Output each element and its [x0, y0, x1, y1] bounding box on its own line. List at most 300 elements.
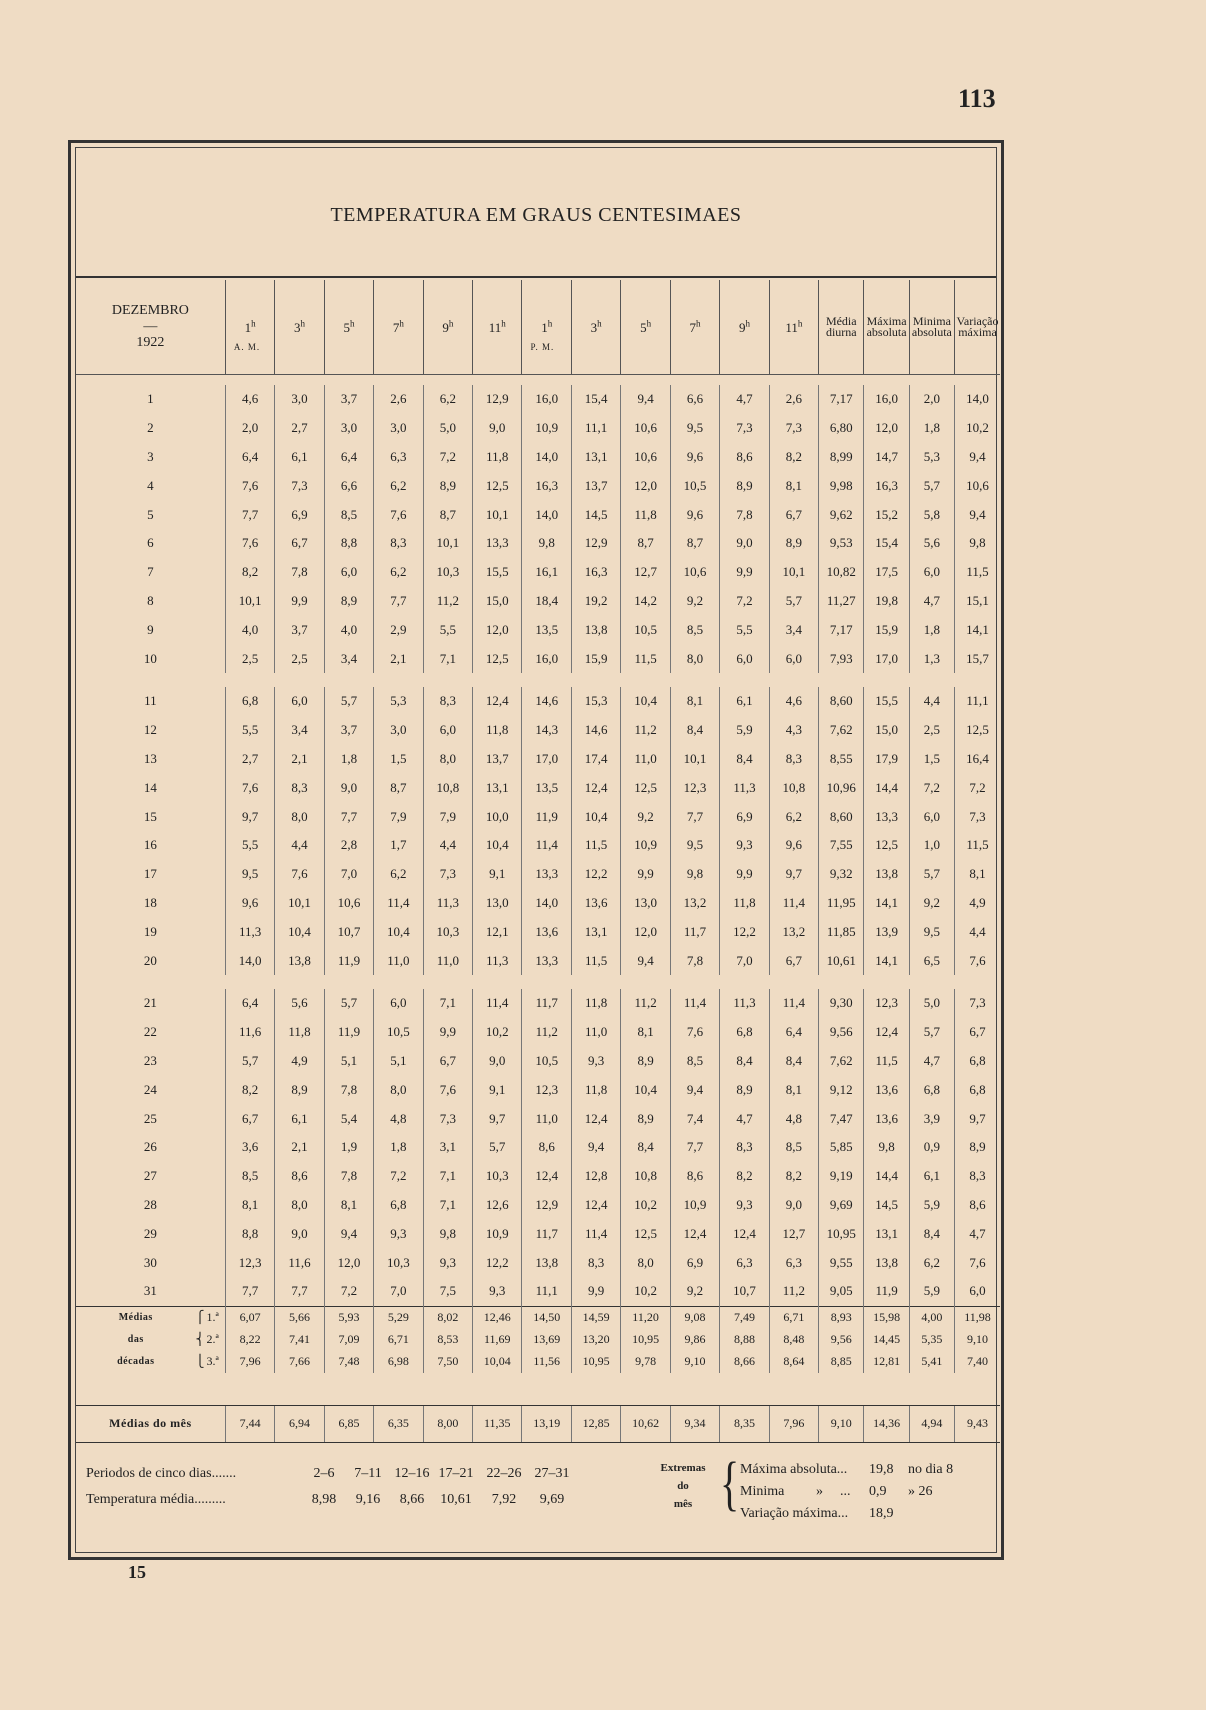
value-cell: 9,6: [670, 500, 719, 529]
day-cell: 25: [143, 1110, 157, 1126]
value-cell: 11,0: [621, 745, 670, 774]
decade-value-cell: 7,96: [225, 1351, 274, 1373]
value-cell: 8,2: [225, 558, 274, 587]
value-cell: 13,3: [522, 946, 571, 975]
value-cell: 5,7: [909, 471, 954, 500]
value-cell: 9,32: [819, 860, 864, 889]
table-row: [76, 1018, 1000, 1047]
hour-suffix: h: [300, 318, 306, 329]
value-cell: 10,9: [522, 414, 571, 443]
hour-number: 3: [294, 319, 301, 335]
value-cell: 6,4: [225, 989, 274, 1018]
value-cell: 9,2: [670, 587, 719, 616]
value-cell: 9,55: [819, 1248, 864, 1277]
value-cell: 14,0: [522, 889, 571, 918]
value-cell: 11,7: [670, 917, 719, 946]
table-row: [76, 529, 1000, 558]
header-hour-cell: [522, 280, 571, 375]
value-cell: 7,17: [819, 615, 864, 644]
hour-suffix: h: [797, 318, 803, 329]
value-cell: 11,2: [769, 1277, 818, 1306]
value-cell: 1,8: [324, 745, 373, 774]
hour-suffix: h: [399, 318, 404, 329]
value-cell: 11,5: [955, 558, 1000, 587]
value-cell: 9,98: [819, 471, 864, 500]
value-cell: 7,3: [720, 414, 769, 443]
value-cell: 5,7: [324, 989, 373, 1018]
value-cell: 9,6: [670, 443, 719, 472]
value-cell: 10,3: [374, 1248, 423, 1277]
value-cell: 13,2: [670, 889, 719, 918]
header-summary-cell: [909, 280, 954, 375]
decade-value-cell: 8,22: [225, 1329, 274, 1351]
value-cell: 9,05: [819, 1277, 864, 1306]
decade-value-cell: 7,41: [275, 1329, 324, 1351]
value-cell: 10,4: [621, 687, 670, 716]
decade-value-cell: 13,69: [522, 1329, 571, 1351]
value-cell: 1,9: [324, 1133, 373, 1162]
value-cell: 9,5: [670, 414, 719, 443]
value-cell: 14,3: [522, 716, 571, 745]
value-cell: 6,1: [720, 687, 769, 716]
value-cell: 8,7: [423, 500, 472, 529]
value-cell: 10,2: [621, 1277, 670, 1306]
value-cell: 9,0: [473, 414, 522, 443]
value-cell: 8,4: [720, 745, 769, 774]
value-cell: 6,3: [374, 443, 423, 472]
value-cell: 8,6: [670, 1162, 719, 1191]
table-row: [76, 1075, 1000, 1104]
value-cell: 4,8: [769, 1104, 818, 1133]
value-cell: 9,9: [720, 860, 769, 889]
value-cell: 6,5: [909, 946, 954, 975]
value-cell: 8,0: [621, 1248, 670, 1277]
value-cell: 6,7: [225, 1104, 274, 1133]
hour-label: [591, 320, 602, 335]
header-month-label: [76, 303, 225, 351]
value-cell: 7,9: [423, 802, 472, 831]
month-mean-cell: 9,43: [955, 1405, 1000, 1442]
decade-value-cell: 8,64: [769, 1351, 818, 1373]
value-cell: 2,9: [374, 615, 423, 644]
value-cell: 9,9: [621, 860, 670, 889]
value-cell: 6,0: [275, 687, 324, 716]
value-cell: 11,9: [324, 946, 373, 975]
value-cell: 5,1: [374, 1047, 423, 1076]
value-cell: 1,8: [374, 1133, 423, 1162]
value-cell: 7,7: [225, 500, 274, 529]
value-cell: 8,4: [769, 1047, 818, 1076]
value-cell: 6,7: [769, 946, 818, 975]
value-cell: 8,5: [324, 500, 373, 529]
value-cell: 13,1: [864, 1219, 909, 1248]
value-cell: 13,8: [571, 615, 620, 644]
value-cell: 9,0: [275, 1219, 324, 1248]
value-cell: 9,7: [955, 1104, 1000, 1133]
table-row: [76, 1219, 1000, 1248]
hour-label: [640, 320, 651, 335]
decade-value-cell: 6,71: [769, 1306, 818, 1329]
value-cell: 10,2: [621, 1191, 670, 1220]
value-cell: 4,0: [225, 615, 274, 644]
decade-ordinal: 1.ª: [206, 1310, 219, 1325]
value-cell: 4,4: [955, 917, 1000, 946]
hour-suffix: h: [745, 318, 750, 329]
value-cell: 5,8: [909, 500, 954, 529]
value-cell: 11,8: [275, 1018, 324, 1047]
value-cell: 5,7: [909, 1018, 954, 1047]
hour-suffix: h: [646, 318, 652, 329]
value-cell: 11,1: [522, 1277, 571, 1306]
hour-suffix: h: [547, 318, 553, 329]
decade-value-cell: 8,66: [720, 1351, 769, 1373]
value-cell: 10,7: [324, 917, 373, 946]
extrema-label: Variação máxima...: [740, 1506, 849, 1521]
hour-suffix: h: [448, 318, 454, 329]
value-cell: 8,3: [423, 687, 472, 716]
value-cell: 9,7: [225, 802, 274, 831]
value-cell: 4,7: [720, 385, 769, 414]
value-cell: 11,8: [720, 889, 769, 918]
value-cell: 6,3: [769, 1248, 818, 1277]
decade-value-cell: 5,41: [909, 1351, 954, 1373]
value-cell: 8,99: [819, 443, 864, 472]
value-cell: 14,5: [864, 1191, 909, 1220]
value-cell: 12,5: [621, 773, 670, 802]
value-cell: 10,4: [621, 1075, 670, 1104]
value-cell: 6,6: [324, 471, 373, 500]
period-value: 22–26: [486, 1466, 522, 1481]
value-cell: 6,0: [423, 716, 472, 745]
day-cell: 12: [143, 722, 157, 738]
decade-value-cell: 9,10: [670, 1351, 719, 1373]
value-cell: 11,8: [473, 716, 522, 745]
spacer-row: [76, 975, 1000, 989]
value-cell: 2,5: [909, 716, 954, 745]
value-cell: 4,7: [955, 1219, 1000, 1248]
value-cell: 10,9: [670, 1191, 719, 1220]
value-cell: 13,2: [769, 917, 818, 946]
value-cell: 8,1: [621, 1018, 670, 1047]
value-cell: 3,7: [324, 716, 373, 745]
value-cell: 12,5: [473, 644, 522, 673]
extremas-label-line: mês: [673, 1498, 693, 1510]
day-cell: 23: [143, 1052, 157, 1068]
value-cell: 11,6: [275, 1248, 324, 1277]
header-hour-cell: [769, 280, 818, 375]
decade-value-cell: 8,48: [769, 1329, 818, 1351]
value-cell: 8,3: [571, 1248, 620, 1277]
periods-label-text: Periodos de cinco dias: [86, 1466, 212, 1481]
decade-value-cell: 7,40: [955, 1351, 1000, 1373]
header-summary-line: máxima: [958, 325, 997, 339]
value-cell: 7,6: [225, 529, 274, 558]
value-cell: 9,12: [819, 1075, 864, 1104]
decade-value-cell: 7,48: [324, 1351, 373, 1373]
value-cell: 9,9: [720, 558, 769, 587]
value-cell: 7,0: [324, 860, 373, 889]
decade-value-cell: 6,98: [374, 1351, 423, 1373]
value-cell: 1,5: [909, 745, 954, 774]
value-cell: 9,1: [473, 1075, 522, 1104]
value-cell: 7,6: [423, 1075, 472, 1104]
value-cell: 6,8: [720, 1018, 769, 1047]
value-cell: 2,7: [275, 414, 324, 443]
value-cell: 7,8: [670, 946, 719, 975]
header-summary-line: absoluta: [866, 325, 907, 339]
value-cell: 8,2: [720, 1162, 769, 1191]
value-cell: 11,7: [522, 989, 571, 1018]
value-cell: 9,30: [819, 989, 864, 1018]
value-cell: 12,4: [571, 1104, 620, 1133]
table-body: [76, 375, 1000, 1443]
value-cell: 8,6: [275, 1162, 324, 1191]
header-hour-cell: [225, 280, 274, 375]
decade-value-cell: 12,81: [864, 1351, 909, 1373]
month-mean-cell: 9,34: [670, 1405, 719, 1442]
value-cell: 7,6: [670, 1018, 719, 1047]
value-cell: 6,9: [275, 500, 324, 529]
value-cell: 9,9: [571, 1277, 620, 1306]
header-hour-cell: [670, 280, 719, 375]
value-cell: 3,0: [324, 414, 373, 443]
value-cell: 13,6: [864, 1075, 909, 1104]
value-cell: 13,8: [864, 860, 909, 889]
value-cell: 9,9: [275, 587, 324, 616]
value-cell: 8,8: [324, 529, 373, 558]
value-cell: 12,3: [670, 773, 719, 802]
value-cell: 7,2: [423, 443, 472, 472]
header-hour-cell: [473, 280, 522, 375]
year: 1922: [136, 335, 165, 350]
header-summary-cell: [864, 280, 909, 375]
value-cell: 9,6: [769, 831, 818, 860]
extrema-ditto: »: [816, 1484, 823, 1499]
value-cell: 8,55: [819, 745, 864, 774]
value-cell: 6,0: [955, 1277, 1000, 1306]
month-mean-cell: 11,35: [473, 1405, 522, 1442]
value-cell: 6,3: [720, 1248, 769, 1277]
value-cell: 6,0: [769, 644, 818, 673]
value-cell: 6,1: [909, 1162, 954, 1191]
hour-number: 1: [541, 319, 548, 335]
value-cell: 5,7: [909, 860, 954, 889]
value-cell: 7,9: [374, 802, 423, 831]
value-cell: 7,6: [955, 1248, 1000, 1277]
value-cell: 11,6: [225, 1018, 274, 1047]
value-cell: 6,7: [423, 1047, 472, 1076]
value-cell: 7,3: [955, 989, 1000, 1018]
value-cell: 9,1: [473, 860, 522, 889]
value-cell: 10,5: [621, 615, 670, 644]
hour-number: 3: [590, 319, 598, 335]
value-cell: 8,5: [769, 1133, 818, 1162]
value-cell: 6,9: [670, 1248, 719, 1277]
value-cell: 12,9: [522, 1191, 571, 1220]
day-cell: 1: [147, 391, 154, 407]
value-cell: 13,8: [864, 1248, 909, 1277]
spacer-cell: [76, 1373, 1000, 1406]
value-cell: 6,0: [909, 802, 954, 831]
value-cell: 7,1: [423, 989, 472, 1018]
value-cell: 7,6: [225, 471, 274, 500]
value-cell: 6,2: [374, 471, 423, 500]
table-row: [76, 989, 1000, 1018]
value-cell: 9,0: [324, 773, 373, 802]
value-cell: 13,1: [571, 917, 620, 946]
value-cell: 8,8: [225, 1219, 274, 1248]
value-cell: 11,8: [473, 443, 522, 472]
value-cell: 6,8: [225, 687, 274, 716]
value-cell: 4,7: [909, 1047, 954, 1076]
value-cell: 10,1: [473, 500, 522, 529]
value-cell: 8,9: [324, 587, 373, 616]
value-cell: 8,6: [955, 1191, 1000, 1220]
value-cell: 7,6: [374, 500, 423, 529]
value-cell: 13,0: [473, 889, 522, 918]
value-cell: 10,8: [769, 773, 818, 802]
value-cell: 14,6: [571, 716, 620, 745]
value-cell: 0,9: [909, 1133, 954, 1162]
decade-value-cell: 6,07: [225, 1306, 274, 1329]
value-cell: 6,0: [720, 644, 769, 673]
value-cell: 5,7: [769, 587, 818, 616]
value-cell: 11,4: [769, 889, 818, 918]
value-cell: 13,7: [473, 745, 522, 774]
value-cell: 16,0: [522, 385, 571, 414]
value-cell: 1,8: [909, 615, 954, 644]
value-cell: 8,1: [769, 1075, 818, 1104]
value-cell: 12,9: [571, 529, 620, 558]
value-cell: 11,0: [374, 946, 423, 975]
day-cell: 29: [143, 1225, 157, 1241]
value-cell: 5,0: [423, 414, 472, 443]
value-cell: 10,8: [621, 1162, 670, 1191]
value-cell: 12,5: [864, 831, 909, 860]
temp-mean-value: 10,61: [440, 1492, 472, 1507]
value-cell: 9,3: [473, 1277, 522, 1306]
value-cell: 11,3: [720, 989, 769, 1018]
day-cell: 6: [147, 535, 154, 551]
value-cell: 12,5: [621, 1219, 670, 1248]
value-cell: 6,80: [819, 414, 864, 443]
header-hour-cell: [621, 280, 670, 375]
value-cell: 7,7: [225, 1277, 274, 1306]
value-cell: 1,8: [909, 414, 954, 443]
day-cell: 14: [143, 779, 157, 795]
value-cell: 9,4: [571, 1133, 620, 1162]
page-number: 113: [958, 84, 996, 113]
decade-group-label: das: [127, 1334, 144, 1346]
decade-value-cell: 9,08: [670, 1306, 719, 1329]
value-cell: 13,6: [522, 917, 571, 946]
value-cell: 14,4: [864, 1162, 909, 1191]
value-cell: 11,5: [571, 831, 620, 860]
value-cell: 15,0: [473, 587, 522, 616]
decade-value-cell: 14,59: [571, 1306, 620, 1329]
hour-number: 11: [785, 319, 798, 335]
value-cell: 8,4: [720, 1047, 769, 1076]
value-cell: 16,3: [571, 558, 620, 587]
value-cell: 9,5: [225, 860, 274, 889]
day-cell: 13: [143, 750, 157, 766]
value-cell: 12,5: [955, 716, 1000, 745]
value-cell: 11,5: [864, 1047, 909, 1076]
value-cell: 5,6: [275, 989, 324, 1018]
day-cell: 10: [143, 650, 157, 666]
table-row: [76, 615, 1000, 644]
value-cell: 3,4: [275, 716, 324, 745]
day-cell: 19: [143, 923, 157, 939]
value-cell: 8,9: [621, 1047, 670, 1076]
value-cell: 8,1: [324, 1191, 373, 1220]
value-cell: 9,3: [571, 1047, 620, 1076]
temp-mean-value: 8,66: [399, 1492, 425, 1507]
table-row: [76, 471, 1000, 500]
extremas-label: [648, 1462, 718, 1510]
value-cell: 5,9: [909, 1277, 954, 1306]
table-frame: [68, 140, 1004, 1560]
day-cell: 2: [147, 420, 154, 436]
value-cell: 7,0: [720, 946, 769, 975]
value-cell: 9,3: [720, 831, 769, 860]
temp-mean-dots: .........: [194, 1492, 226, 1507]
header-summary-cell: [819, 280, 864, 375]
value-cell: 2,7: [225, 745, 274, 774]
temp-mean-value: 9,69: [539, 1492, 565, 1507]
value-cell: 12,2: [571, 860, 620, 889]
value-cell: 13,1: [571, 443, 620, 472]
decade-value-cell: 11,20: [621, 1306, 670, 1329]
value-cell: 12,7: [621, 558, 670, 587]
value-cell: 13,0: [621, 889, 670, 918]
decade-value-cell: 4,00: [909, 1306, 954, 1329]
value-cell: 10,4: [374, 917, 423, 946]
hour-number: 1: [244, 319, 252, 335]
temp-mean-value: 7,92: [491, 1492, 517, 1507]
value-cell: 7,17: [819, 385, 864, 414]
header-hour-cell: [571, 280, 620, 375]
day-cell: 30: [143, 1254, 157, 1270]
decade-value-cell: 5,93: [324, 1306, 373, 1329]
value-cell: 6,2: [374, 860, 423, 889]
header-hour-cell: [324, 280, 373, 375]
hour-label: [489, 320, 506, 335]
value-cell: 8,5: [225, 1162, 274, 1191]
value-cell: 2,6: [769, 385, 818, 414]
value-cell: 6,2: [423, 385, 472, 414]
value-cell: 12,2: [720, 917, 769, 946]
value-cell: 9,69: [819, 1191, 864, 1220]
value-cell: 5,3: [374, 687, 423, 716]
day-cell: 11: [144, 693, 157, 709]
value-cell: 6,4: [769, 1018, 818, 1047]
value-cell: 2,0: [225, 414, 274, 443]
table-row: [76, 558, 1000, 587]
value-cell: 18,4: [522, 587, 571, 616]
value-cell: 6,2: [374, 558, 423, 587]
month-mean-cell: 9,10: [819, 1405, 864, 1442]
value-cell: 2,5: [225, 644, 274, 673]
header-summary-line: Máxima: [866, 314, 907, 328]
decade-brace: ⎨: [195, 1332, 205, 1347]
value-cell: 5,3: [909, 443, 954, 472]
decade-value-cell: 9,78: [621, 1351, 670, 1373]
temp-mean-value: 8,98: [311, 1492, 337, 1507]
value-cell: 1,0: [909, 831, 954, 860]
value-cell: 14,7: [864, 443, 909, 472]
value-cell: 10,9: [473, 1219, 522, 1248]
